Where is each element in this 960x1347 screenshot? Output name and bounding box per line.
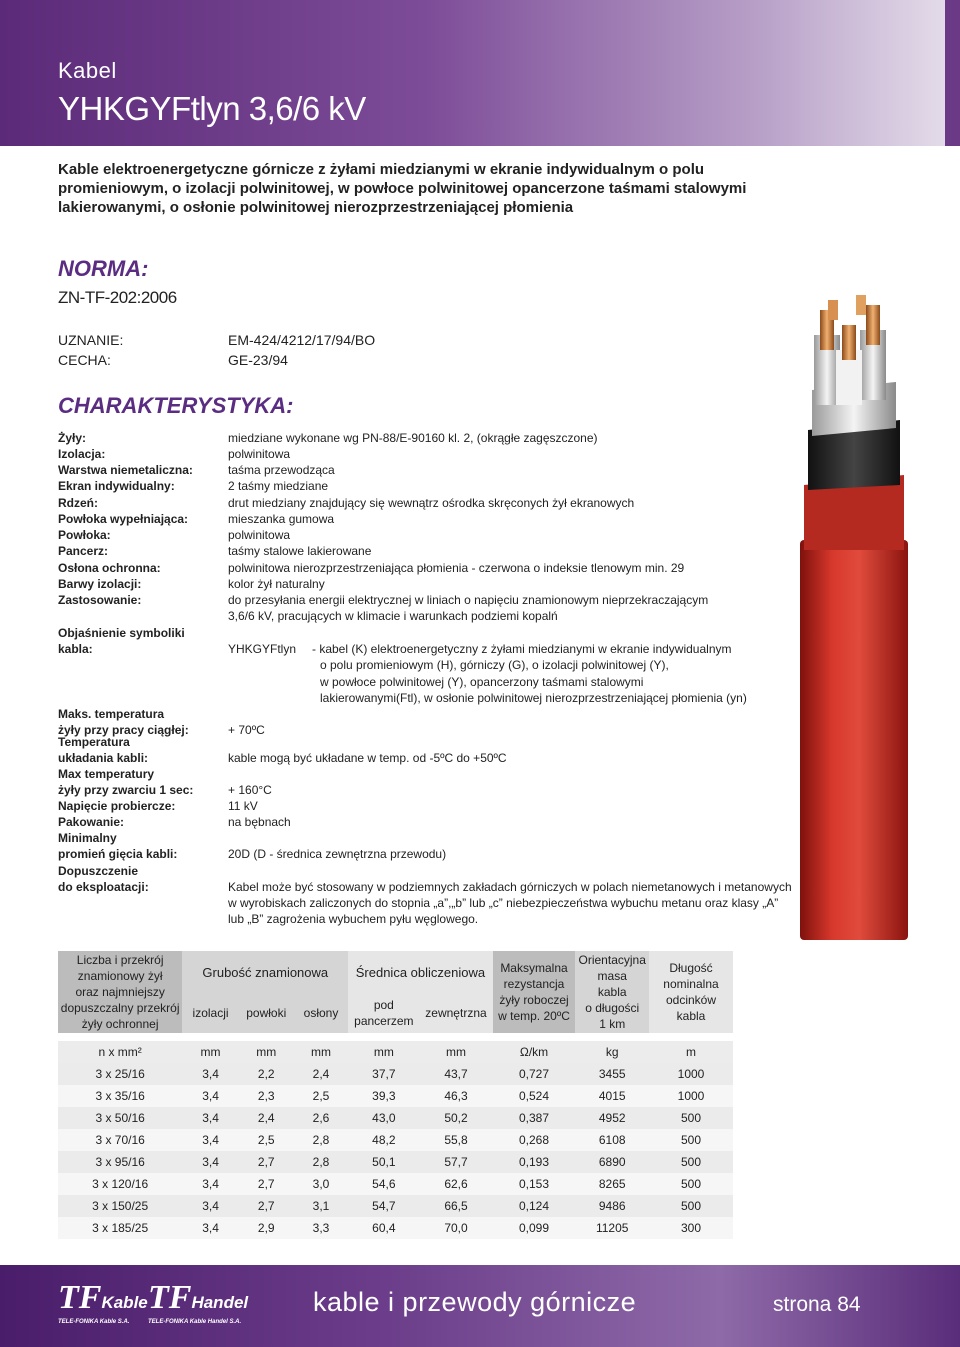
specification-table	[58, 951, 733, 1239]
table-cell: 50,1	[348, 1151, 419, 1173]
spec-label: Pakowanie:	[58, 815, 125, 829]
table-row	[58, 1217, 733, 1239]
spec-value: + 70ºC	[228, 723, 265, 737]
spec-label: kabla:	[58, 642, 93, 656]
page-title: YHKGYFtlyn 3,6/6 kV	[58, 90, 366, 127]
unit-cell: mm	[348, 1041, 419, 1063]
approval-value: GE-23/94	[228, 352, 288, 368]
spec-value: polwinitowa	[228, 447, 291, 461]
core-conductor	[842, 325, 856, 360]
unit-cell: kg	[575, 1041, 649, 1063]
cable-illustration	[772, 240, 932, 940]
spec-label: Powłoka wypełniająca:	[58, 512, 189, 526]
table-cell: 0,387	[493, 1107, 576, 1129]
table-cell: 46,3	[419, 1085, 492, 1107]
header-cell: Liczba i przekrój znamionowy żył oraz najmniejszy dopuszczalny przekrój żyły ochronnej	[58, 951, 182, 1033]
header-side-strip	[945, 0, 960, 146]
table-cell: 0,727	[493, 1063, 576, 1085]
table-cell: 3 x 120/16	[58, 1173, 182, 1195]
spec-value: lub „B” zagrożenia wybuchem pyłu węglowego.	[228, 912, 479, 926]
table-cell: 37,7	[348, 1063, 419, 1085]
table-cell: 2,8	[294, 1151, 349, 1173]
table-cell: 11205	[575, 1217, 649, 1239]
tf-kable-logo: TFKable TELE-FONIKA Kable S.A.	[58, 1279, 148, 1325]
approval-label: UZNANIE:	[58, 332, 124, 348]
table-cell: 0,524	[493, 1085, 576, 1107]
table-cell: 54,6	[348, 1173, 419, 1195]
symbol-explanation: o polu promieniowym (H), górniczy (G), o izolacji polwinitowej (Y),	[320, 658, 669, 672]
earth-conductor	[828, 300, 838, 320]
unit-cell: m	[649, 1041, 733, 1063]
spec-value: kable mogą być układane w temp. od -5ºC do +50ºC	[228, 751, 507, 765]
table-cell: 3455	[575, 1063, 649, 1085]
table-cell: 3 x 70/16	[58, 1129, 182, 1151]
unit-cell: mm	[182, 1041, 239, 1063]
symbol-explanation: lakierowanymi(Ftl), w osłonie polwinitowej nierozprzestrzeniającej płomienia (yn)	[320, 691, 747, 705]
spec-label: żyły przy zwarciu 1 sec:	[58, 783, 194, 797]
table-cell: 0,268	[493, 1129, 576, 1151]
approval-label: CECHA:	[58, 352, 111, 368]
table-row	[58, 1085, 733, 1107]
table-cell: 48,2	[348, 1129, 419, 1151]
page-number: strona 84	[773, 1293, 861, 1316]
header-cell: Grubość znamionowa	[182, 951, 348, 993]
header-cell: izolacji	[182, 993, 239, 1033]
header-cell: Orientacyjna masa kabla o długości 1 km	[575, 951, 649, 1033]
spec-value: 2 taśmy miedziane	[228, 479, 329, 493]
spec-label: Dopuszczenie	[58, 864, 139, 878]
spec-label: Barwy izolacji:	[58, 577, 142, 591]
spec-value: mieszanka gumowa	[228, 512, 335, 526]
table-cell: 55,8	[419, 1129, 492, 1151]
spec-label: układania kabli:	[58, 751, 149, 765]
table-cell: 2,5	[239, 1129, 294, 1151]
header-cell: powłoki	[239, 993, 294, 1033]
table-cell: 3,4	[182, 1195, 239, 1217]
table-cell: 3,4	[182, 1129, 239, 1151]
spec-label: Zastosowanie:	[58, 593, 142, 607]
earth-conductor	[856, 295, 866, 315]
table-cell: 500	[649, 1151, 733, 1173]
table-row	[58, 1063, 733, 1085]
spec-value: 20D (D - średnica zewnętrzna przewodu)	[228, 847, 447, 861]
approval-value: EM-424/4212/17/94/BO	[228, 332, 376, 348]
table-cell: 3,4	[182, 1151, 239, 1173]
table-cell: 300	[649, 1217, 733, 1239]
spec-value: w wyrobiskach zaliczonych do stopnia „a”,„b” lub „c” niebezpieczeństwa wybuchu metanu oraz klasy „A”	[228, 896, 779, 910]
spec-label: Max temperatury	[58, 767, 155, 781]
footer-banner	[0, 1265, 960, 1347]
table-cell: 50,2	[419, 1107, 492, 1129]
spec-label: Rdzeń:	[58, 496, 98, 510]
table-cell: 9486	[575, 1195, 649, 1217]
spec-value: 11 kV	[228, 799, 258, 813]
table-cell: 0,193	[493, 1151, 576, 1173]
table-cell: 39,3	[348, 1085, 419, 1107]
table-row	[58, 1173, 733, 1195]
unit-cell: mm	[239, 1041, 294, 1063]
table-cell: 3 x 150/25	[58, 1195, 182, 1217]
tf-handel-logo: TFHandel TELE-FONIKA Kable Handel S.A.	[148, 1279, 249, 1325]
characteristics-heading: CHARAKTERYSTYKA:	[58, 393, 294, 418]
table-cell: 43,7	[419, 1063, 492, 1085]
table-cell: 500	[649, 1107, 733, 1129]
table-cell: 57,7	[419, 1151, 492, 1173]
spec-value: na bębnach	[228, 815, 291, 829]
table-cell: 54,7	[348, 1195, 419, 1217]
table-cell: 2,6	[294, 1107, 349, 1129]
table-cell: 3,4	[182, 1085, 239, 1107]
table-cell: 3 x 95/16	[58, 1151, 182, 1173]
header-cell: osłony	[294, 993, 349, 1033]
table-cell: 8265	[575, 1173, 649, 1195]
header-cell: pod pancerzem	[348, 993, 419, 1033]
table-cell: 2,4	[239, 1107, 294, 1129]
table-cell: 3,4	[182, 1063, 239, 1085]
table-cell: 3 x 185/25	[58, 1217, 182, 1239]
symbol-explanation: - kabel (K) elektroenergetyczny z żyłami miedzianymi w ekranie indywidualnym	[312, 642, 732, 656]
spec-value: + 160°C	[228, 783, 272, 797]
table-cell: 2,5	[294, 1085, 349, 1107]
table-cell: 3 x 50/16	[58, 1107, 182, 1129]
symbol-code: YHKGYFtlyn	[228, 642, 297, 656]
table-cell: 2,7	[239, 1173, 294, 1195]
table-cell: 3,3	[294, 1217, 349, 1239]
table-cell: 3 x 35/16	[58, 1085, 182, 1107]
header-cell: Maksymalna rezystancja żyły roboczej w temp. 20ºC	[493, 951, 576, 1033]
table-cell: 3,4	[182, 1173, 239, 1195]
spec-label: Minimalny	[58, 831, 117, 845]
spec-value: polwinitowa nierozprzestrzeniająca płomienia - czerwona o indeksie tlenowym min. 29	[228, 561, 685, 575]
table-cell: 2,9	[239, 1217, 294, 1239]
table-cell: 2,2	[239, 1063, 294, 1085]
spec-label: Pancerz:	[58, 544, 109, 558]
table-cell: 0,153	[493, 1173, 576, 1195]
table-cell: 62,6	[419, 1173, 492, 1195]
spec-label: do eksploatacji:	[58, 880, 149, 894]
approval-row	[58, 332, 376, 348]
table-cell: 66,5	[419, 1195, 492, 1217]
spec-value: do przesyłania energii elektrycznej w liniach o napięciu znamionowym nieprzekraczającym	[228, 593, 709, 607]
spec-label: promień gięcia kabli:	[58, 847, 178, 861]
spec-label: Objaśnienie symboliki	[58, 626, 185, 640]
table-row	[58, 1107, 733, 1129]
outer-sheath	[800, 540, 908, 940]
spec-label: Temperatura	[58, 735, 130, 749]
table-cell: 70,0	[419, 1217, 492, 1239]
core-conductor	[866, 305, 880, 345]
header-banner	[0, 0, 945, 146]
unit-cell: mm	[294, 1041, 349, 1063]
table-cell: 1000	[649, 1063, 733, 1085]
spec-label: Warstwa niemetaliczna:	[58, 463, 193, 477]
table-cell: 6108	[575, 1129, 649, 1151]
category-label: Kabel	[58, 58, 117, 83]
table-row	[58, 1129, 733, 1151]
table-cell: 2,8	[294, 1129, 349, 1151]
spec-value: 3,6/6 kV, pracujących w klimacie i warunkach podziemi kopalń	[228, 609, 558, 623]
table-cell: 500	[649, 1129, 733, 1151]
spec-label: Maks. temperatura	[58, 707, 165, 721]
norma-heading: NORMA:	[58, 256, 149, 281]
table-cell: 500	[649, 1195, 733, 1217]
table-cell: 0,124	[493, 1195, 576, 1217]
spec-label: żyły przy pracy ciągłej:	[58, 723, 189, 737]
header-cell: Średnica obliczeniowa	[348, 951, 492, 993]
table-row	[58, 1195, 733, 1217]
spec-value: miedziane wykonane wg PN-88/E-90160 kl. 2, (okrągłe zagęszczone)	[228, 431, 598, 445]
table-cell: 2,3	[239, 1085, 294, 1107]
header-cell: zewnętrzna	[419, 993, 492, 1033]
table-cell: 3,4	[182, 1107, 239, 1129]
table-cell: 2,4	[294, 1063, 349, 1085]
table-cell: 1000	[649, 1085, 733, 1107]
spec-label: Napięcie probiercze:	[58, 799, 176, 813]
footer-tagline: kable i przewody górnicze	[313, 1287, 637, 1317]
spec-label: Powłoka:	[58, 528, 111, 542]
unit-cell: Ω/km	[493, 1041, 576, 1063]
spec-value: taśmy stalowe lakierowane	[228, 544, 372, 558]
header-cell: Długość nominalna odcinków kabla	[649, 951, 733, 1033]
table-row	[58, 1151, 733, 1173]
spec-value: drut miedziany znajdujący się wewnątrz ośrodka skręconych żył ekranowych	[228, 496, 635, 510]
approval-row	[58, 352, 288, 368]
unit-cell: n x mm²	[58, 1041, 182, 1063]
spec-value: Kabel może być stosowany w podziemnych zakładach górniczych w polach niemetanowych i metanowych	[228, 880, 792, 894]
table-cell: 60,4	[348, 1217, 419, 1239]
table-cell: 4015	[575, 1085, 649, 1107]
product-description: Kable elektroenergetyczne górnicze z żyłami miedzianymi w ekranie indywidualnym o polu promieniowym, o izolacji polwinitowej, w powłoce polwinitowej opancerzone taśmami stalowymi lakierowanymi, o osłonie polwinitowej nierozprzestrzeniającej płomienia	[58, 161, 747, 216]
table-cell: 2,7	[239, 1151, 294, 1173]
norma-value: ZN-TF-202:2006	[58, 288, 177, 307]
spec-label: Ekran indywidualny:	[58, 479, 175, 493]
table-cell: 43,0	[348, 1107, 419, 1129]
table-cell: 3 x 25/16	[58, 1063, 182, 1085]
table-cell: 4952	[575, 1107, 649, 1129]
table-cell: 6890	[575, 1151, 649, 1173]
spec-value: polwinitowa	[228, 528, 291, 542]
spec-label: Osłona ochronna:	[58, 561, 161, 575]
table-cell: 3,0	[294, 1173, 349, 1195]
table-cell: 500	[649, 1173, 733, 1195]
table-cell: 0,099	[493, 1217, 576, 1239]
unit-cell: mm	[419, 1041, 492, 1063]
table-cell: 2,7	[239, 1195, 294, 1217]
spec-label: Izolacja:	[58, 447, 106, 461]
symbol-explanation: w powłoce polwinitowej (Y), opancerzony taśmami stalowymi	[320, 675, 644, 689]
spec-label: Żyły:	[58, 431, 87, 445]
spec-value: kolor żył naturalny	[228, 577, 325, 591]
units-row	[58, 1041, 733, 1063]
spec-value: taśma przewodząca	[228, 463, 335, 477]
table-cell: 3,1	[294, 1195, 349, 1217]
table-cell: 3,4	[182, 1217, 239, 1239]
